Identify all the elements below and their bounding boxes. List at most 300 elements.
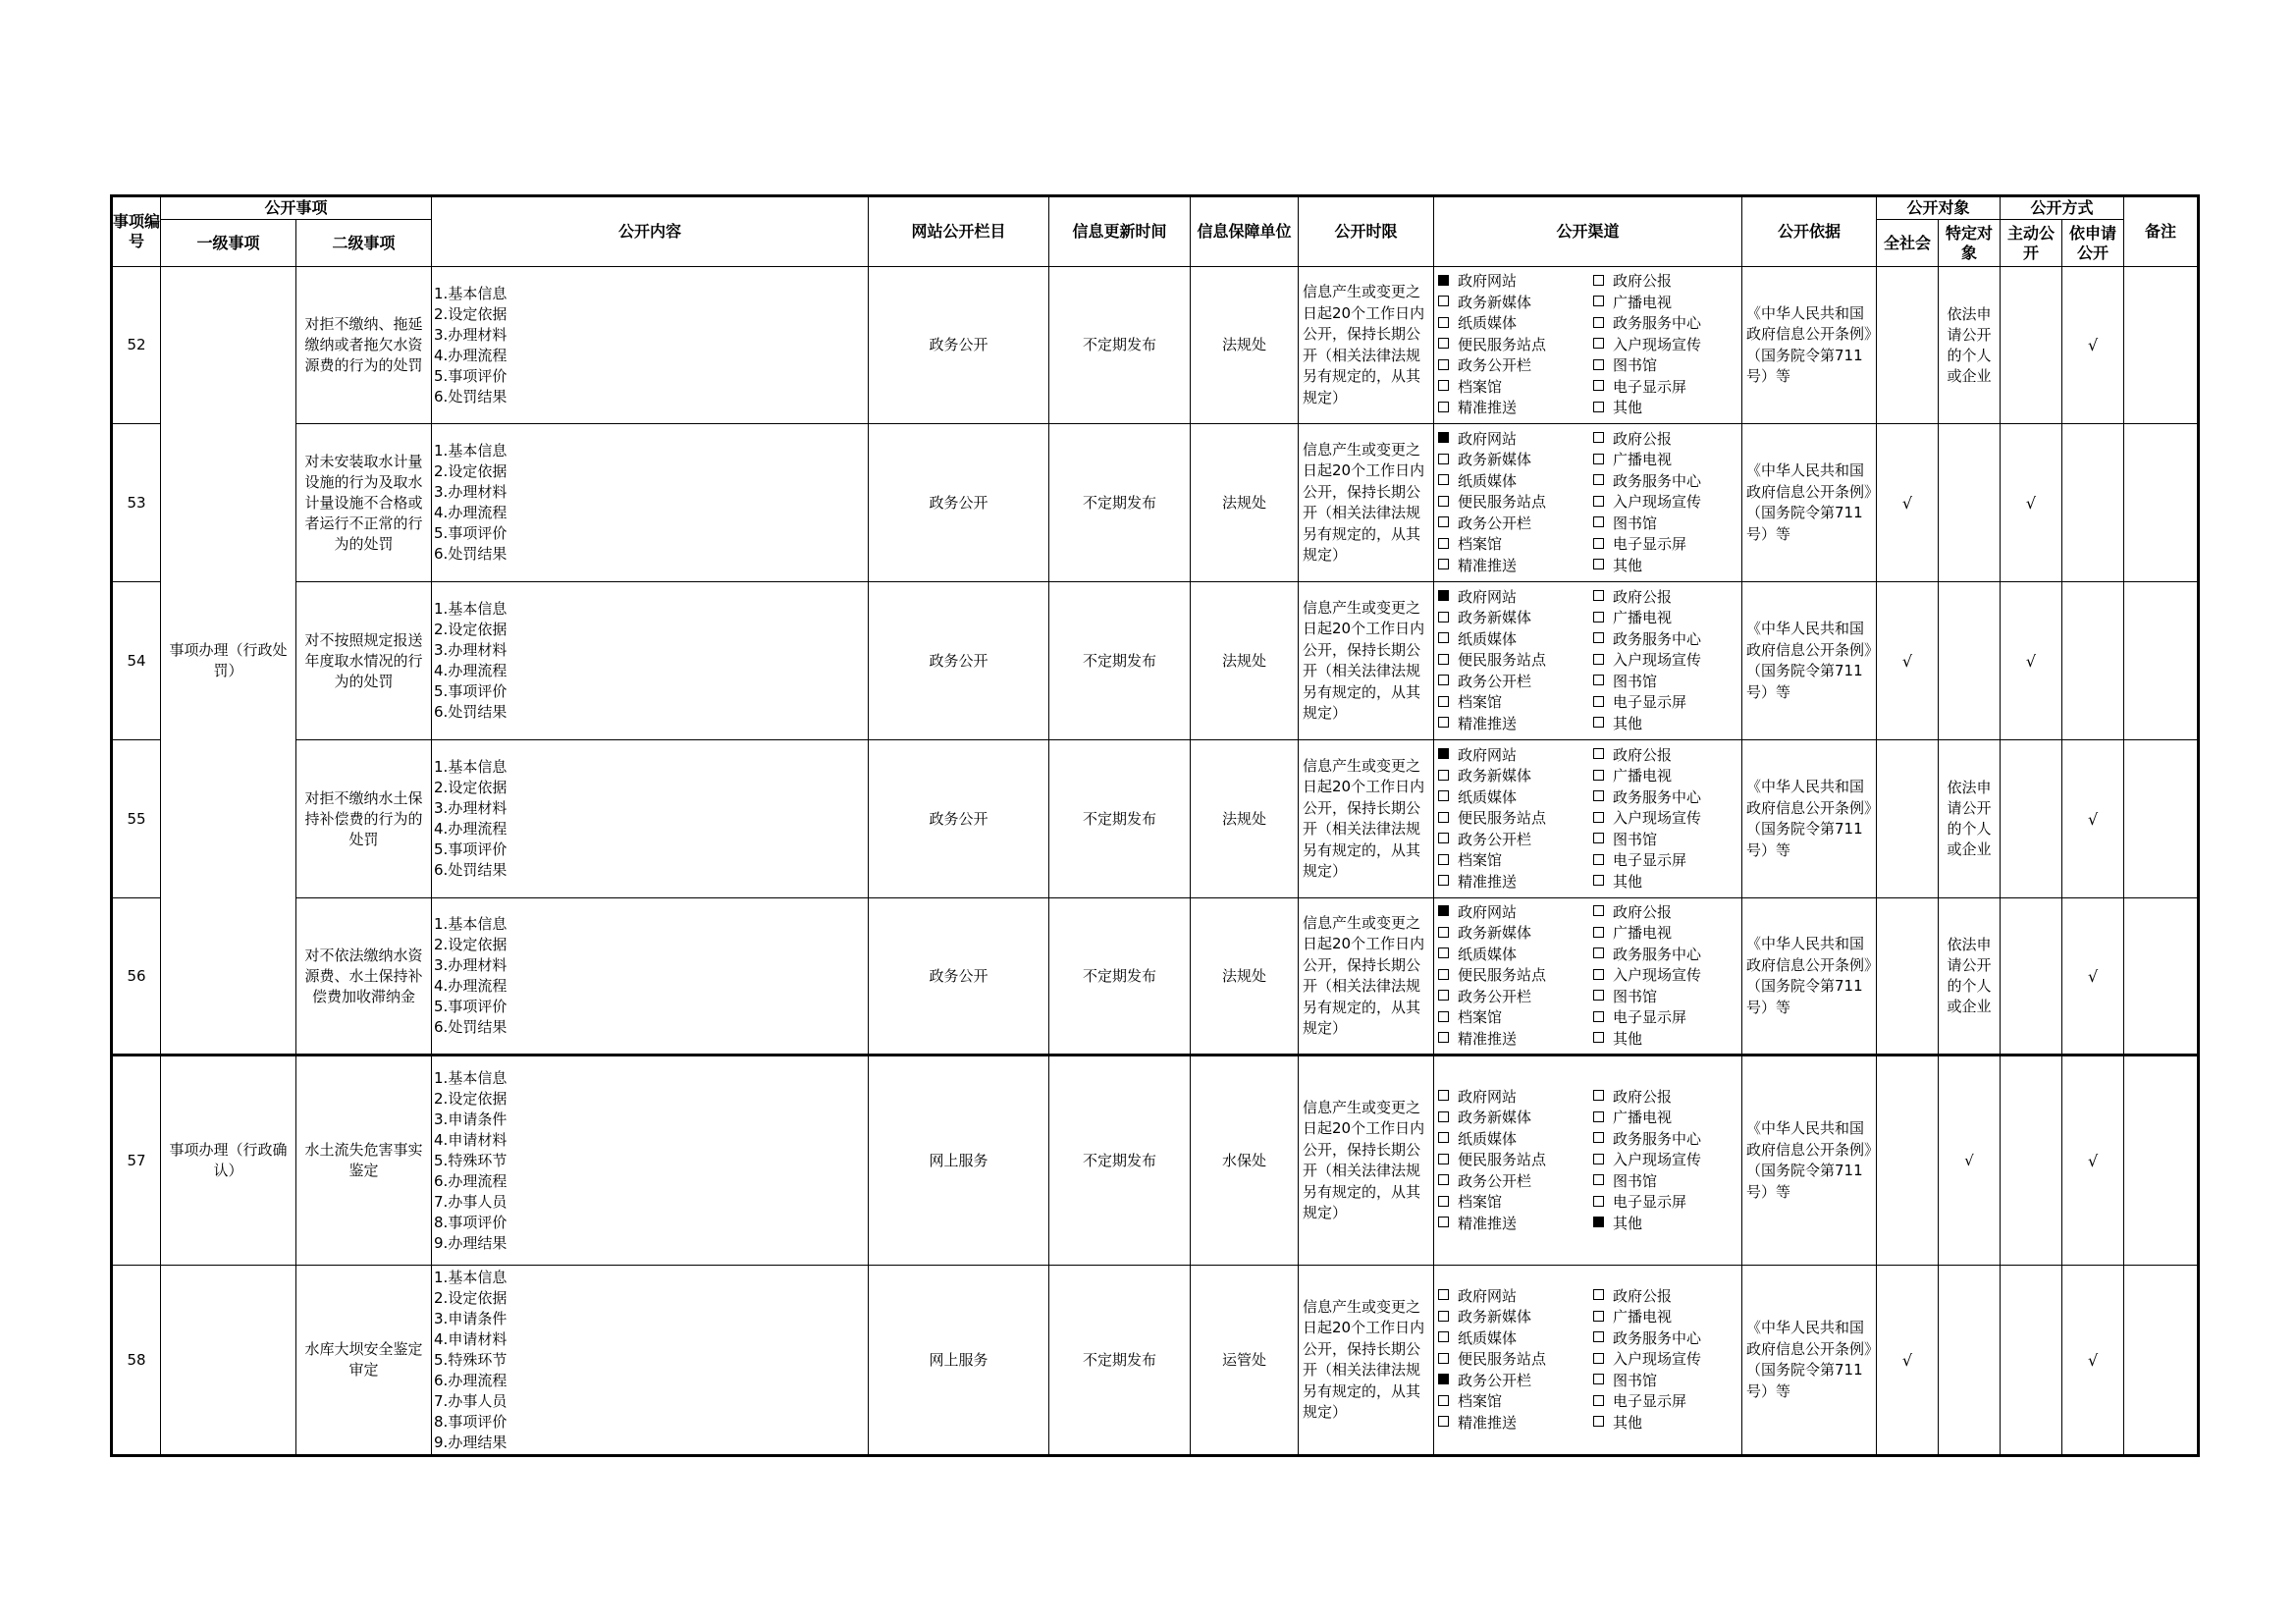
- channel-option-label: 纸质媒体: [1458, 1129, 1518, 1148]
- content-list-item: 5.事项评价: [434, 366, 507, 385]
- specific-target-cell: 依法申请公开的个人或企业: [1939, 740, 2001, 898]
- content-list-item: 5.特殊环节: [434, 1350, 507, 1369]
- unchecked-box-icon: [1438, 1111, 1449, 1122]
- unchecked-box-icon: [1593, 854, 1604, 865]
- channel-option-label: 入户现场宣传: [1613, 809, 1702, 828]
- level2-item-cell: 水库大坝安全鉴定审定: [296, 1266, 432, 1456]
- basis-cell: 《中华人民共和国政府信息公开条例》（国务院令第711号）等: [1742, 267, 1877, 424]
- channel-option-label: 图书馆: [1613, 514, 1658, 532]
- update-time-cell: 不定期发布: [1049, 1266, 1191, 1456]
- on-request-cell: √: [2062, 1056, 2124, 1266]
- content-list-item: 5.事项评价: [434, 840, 507, 858]
- basis-cell: 《中华人民共和国政府信息公开条例》（国务院令第711号）等: [1742, 740, 1877, 898]
- header-item-no: 事项编号: [112, 196, 161, 267]
- unchecked-box-icon: [1438, 675, 1449, 685]
- on-request-cell: √: [2062, 1266, 2124, 1456]
- active-disclosure-cell: √: [2001, 424, 2062, 582]
- channel-option: [1438, 271, 1593, 293]
- time-limit-cell: 信息产生或变更之日起20个工作日内公开，保持长期公开（相关法律法规另有规定的，从其规定）: [1299, 267, 1434, 424]
- channel-option-label: 便民服务站点: [1458, 1151, 1547, 1169]
- channel-option: [1438, 587, 1593, 609]
- content-list-item: 6.处罚结果: [434, 387, 507, 406]
- channel-option: [1593, 1413, 1741, 1435]
- channel-option-label: 政府网站: [1458, 429, 1518, 448]
- channel-option: [1593, 1087, 1741, 1109]
- content-list-item: 2.设定依据: [434, 304, 507, 323]
- channel-option: [1438, 1171, 1593, 1193]
- responsible-unit-cell: 法规处: [1191, 424, 1299, 582]
- content-list-item: 9.办理结果: [434, 1433, 507, 1451]
- unchecked-box-icon: [1438, 1416, 1449, 1427]
- content-list-item: 1.基本信息: [434, 1268, 507, 1286]
- channel-option-label: 入户现场宣传: [1613, 1151, 1702, 1169]
- responsible-unit-cell: 法规处: [1191, 740, 1299, 898]
- unchecked-box-icon: [1438, 927, 1449, 938]
- responsible-unit-cell: 法规处: [1191, 582, 1299, 740]
- content-list-item: 3.办理材料: [434, 325, 507, 344]
- unchecked-box-icon: [1593, 717, 1604, 728]
- unchecked-box-icon: [1593, 474, 1604, 485]
- channel-option-label: 政务新媒体: [1458, 767, 1532, 785]
- unchecked-box-icon: [1438, 559, 1449, 569]
- channel-option: [1438, 1007, 1593, 1029]
- content-list-cell: [432, 898, 869, 1056]
- channel-option-label: 政务服务中心: [1613, 314, 1702, 333]
- header-channel: 公开渠道: [1434, 196, 1742, 267]
- remark-cell: [2124, 740, 2199, 898]
- channel-option-label: 精准推送: [1458, 556, 1518, 574]
- unchecked-box-icon: [1593, 969, 1604, 980]
- channel-option: [1593, 556, 1741, 577]
- header-responsible-unit: 信息保障单位: [1191, 196, 1299, 267]
- unchecked-box-icon: [1593, 317, 1604, 328]
- content-list-item: 3.办理材料: [434, 956, 507, 974]
- channel-grid: [1438, 902, 1741, 1051]
- channel-option-label: 图书馆: [1613, 987, 1658, 1005]
- unchecked-box-icon: [1438, 947, 1449, 958]
- unchecked-box-icon: [1438, 1154, 1449, 1164]
- channel-option: [1593, 1391, 1741, 1413]
- channel-option-label: 便民服务站点: [1458, 493, 1547, 512]
- channel-option-label: 政府网站: [1458, 272, 1518, 291]
- content-list-cell: [432, 740, 869, 898]
- channel-cell: [1434, 267, 1742, 424]
- channel-option-label: 其他: [1613, 1214, 1643, 1232]
- unchecked-box-icon: [1593, 990, 1604, 1001]
- channel-option-label: 档案馆: [1458, 1193, 1503, 1212]
- unchecked-box-icon: [1593, 590, 1604, 601]
- channel-option-label: 政府网站: [1458, 1286, 1518, 1305]
- channel-option-label: 政府网站: [1458, 1087, 1518, 1106]
- channel-option-label: 图书馆: [1613, 672, 1658, 690]
- channel-grid: [1438, 745, 1741, 893]
- responsible-unit-cell: 法规处: [1191, 267, 1299, 424]
- header-level2: 二级事项: [296, 220, 432, 267]
- channel-option: [1438, 1192, 1593, 1214]
- unchecked-box-icon: [1593, 516, 1604, 527]
- channel-option-label: 精准推送: [1458, 1029, 1518, 1048]
- channel-option: [1438, 850, 1593, 872]
- unchecked-box-icon: [1593, 1032, 1604, 1043]
- channel-option: [1593, 1328, 1741, 1350]
- channel-option: [1438, 1391, 1593, 1413]
- content-list-item: 3.办理材料: [434, 483, 507, 501]
- unchecked-box-icon: [1593, 632, 1604, 643]
- channel-option: [1438, 377, 1593, 399]
- channel-option-label: 纸质媒体: [1458, 629, 1518, 648]
- checked-box-icon: [1438, 1374, 1449, 1384]
- channel-option-label: 政务服务中心: [1613, 471, 1702, 490]
- unchecked-box-icon: [1593, 654, 1604, 665]
- channel-option: [1438, 355, 1593, 377]
- item-number-cell: 53: [112, 424, 161, 582]
- channel-option-label: 电子显示屏: [1613, 535, 1687, 554]
- channel-option: [1593, 398, 1741, 419]
- content-list-item: 4.申请材料: [434, 1329, 507, 1348]
- content-list-item: 3.办理材料: [434, 641, 507, 659]
- channel-option: [1593, 293, 1741, 314]
- channel-option-label: 政府公报: [1613, 745, 1673, 764]
- content-list-item: 1.基本信息: [434, 758, 507, 776]
- channel-option: [1438, 293, 1593, 314]
- specific-target-cell: 依法申请公开的个人或企业: [1939, 267, 2001, 424]
- channel-option-label: 政府公报: [1613, 272, 1673, 291]
- unchecked-box-icon: [1593, 1331, 1604, 1342]
- channel-option-label: 政务公开栏: [1458, 672, 1532, 690]
- content-list-item: 4.办理流程: [434, 662, 507, 679]
- table-row: [112, 582, 2199, 740]
- channel-option-label: 政务新媒体: [1458, 1109, 1532, 1127]
- basis-cell: 《中华人民共和国政府信息公开条例》（国务院令第711号）等: [1742, 898, 1877, 1056]
- content-list-item: 6.处罚结果: [434, 1018, 507, 1036]
- level1-group-cell: 事项办理（行政处罚）: [161, 267, 296, 1056]
- channel-option-label: 档案馆: [1458, 377, 1503, 396]
- item-number-cell: 55: [112, 740, 161, 898]
- unchecked-box-icon: [1438, 1331, 1449, 1342]
- channel-option: [1438, 766, 1593, 787]
- responsible-unit-cell: 运管处: [1191, 1266, 1299, 1456]
- basis-cell: 《中华人民共和国政府信息公开条例》（国务院令第711号）等: [1742, 582, 1877, 740]
- channel-option: [1438, 945, 1593, 966]
- channel-option: [1593, 1214, 1741, 1235]
- unchecked-box-icon: [1593, 275, 1604, 286]
- channel-option-label: 政务新媒体: [1458, 451, 1532, 469]
- channel-option: [1593, 313, 1741, 335]
- content-list-cell: [432, 424, 869, 582]
- time-limit-cell: 信息产生或变更之日起20个工作日内公开，保持长期公开（相关法律法规另有规定的，从其规定）: [1299, 582, 1434, 740]
- channel-option: [1438, 692, 1593, 714]
- channel-option-label: 政府公报: [1613, 1087, 1673, 1106]
- channel-option-label: 政府网站: [1458, 902, 1518, 921]
- header-method-group: 公开方式: [2001, 196, 2124, 220]
- basis-cell: 《中华人民共和国政府信息公开条例》（国务院令第711号）等: [1742, 1266, 1877, 1456]
- channel-option: [1593, 355, 1741, 377]
- channel-option: [1593, 377, 1741, 399]
- update-time-cell: 不定期发布: [1049, 267, 1191, 424]
- channel-option: [1593, 429, 1741, 451]
- channel-option-label: 便民服务站点: [1458, 1350, 1547, 1369]
- unchecked-box-icon: [1438, 474, 1449, 485]
- content-list-cell: [432, 1266, 869, 1456]
- content-list-cell: [432, 1056, 869, 1266]
- all-society-cell: [1877, 267, 1939, 424]
- channel-option-label: 便民服务站点: [1458, 809, 1547, 828]
- channel-option-label: 入户现场宣传: [1613, 335, 1702, 353]
- channel-grid: [1438, 271, 1741, 419]
- channel-option: [1438, 787, 1593, 809]
- channel-option-label: 档案馆: [1458, 1008, 1503, 1027]
- all-society-cell: [1877, 1056, 1939, 1266]
- unchecked-box-icon: [1438, 770, 1449, 781]
- remark-cell: [2124, 424, 2199, 582]
- unchecked-box-icon: [1593, 1196, 1604, 1207]
- channel-option-label: 档案馆: [1458, 851, 1503, 870]
- table-body: [112, 267, 2199, 1456]
- content-list-item: 7.办事人员: [434, 1192, 507, 1211]
- channel-option: [1438, 450, 1593, 471]
- unchecked-box-icon: [1593, 359, 1604, 370]
- channel-option: [1593, 987, 1741, 1008]
- unchecked-box-icon: [1593, 947, 1604, 958]
- channel-option-label: 政务公开栏: [1458, 1171, 1532, 1190]
- channel-option: [1438, 1286, 1593, 1308]
- unchecked-box-icon: [1438, 1395, 1449, 1406]
- channel-option: [1593, 672, 1741, 693]
- item-number-cell: 52: [112, 267, 161, 424]
- unchecked-box-icon: [1593, 1311, 1604, 1322]
- website-column-cell: 政务公开: [869, 582, 1049, 740]
- channel-option-label: 精准推送: [1458, 1214, 1518, 1232]
- channel-option: [1593, 629, 1741, 651]
- content-list-item: 3.申请条件: [434, 1110, 507, 1128]
- unchecked-box-icon: [1593, 1090, 1604, 1101]
- channel-option: [1438, 556, 1593, 577]
- channel-option: [1438, 398, 1593, 419]
- channel-option-label: 政务服务中心: [1613, 945, 1702, 963]
- unchecked-box-icon: [1438, 632, 1449, 643]
- channel-grid: [1438, 429, 1741, 577]
- content-list-item: 2.设定依据: [434, 621, 507, 638]
- unchecked-box-icon: [1593, 905, 1604, 916]
- unchecked-box-icon: [1438, 538, 1449, 549]
- channel-option: [1438, 1328, 1593, 1350]
- channel-option-label: 精准推送: [1458, 399, 1518, 417]
- unchecked-box-icon: [1593, 1416, 1604, 1427]
- channel-option: [1593, 850, 1741, 872]
- unchecked-box-icon: [1438, 1311, 1449, 1322]
- content-list-item: 5.事项评价: [434, 682, 507, 700]
- content-list-item: 4.申请材料: [434, 1130, 507, 1149]
- update-time-cell: 不定期发布: [1049, 424, 1191, 582]
- channel-option-label: 广播电视: [1613, 767, 1673, 785]
- channel-option: [1438, 1108, 1593, 1129]
- unchecked-box-icon: [1593, 927, 1604, 938]
- channel-cell: [1434, 1266, 1742, 1456]
- all-society-cell: √: [1877, 424, 1939, 582]
- channel-option: [1593, 872, 1741, 893]
- unchecked-box-icon: [1438, 969, 1449, 980]
- channel-option: [1438, 672, 1593, 693]
- time-limit-cell: 信息产生或变更之日起20个工作日内公开，保持长期公开（相关法律法规另有规定的，从其规定）: [1299, 740, 1434, 898]
- channel-option: [1438, 872, 1593, 893]
- content-list-item: 4.办理流程: [434, 977, 507, 995]
- channel-grid: [1438, 587, 1741, 735]
- channel-option: [1593, 1029, 1741, 1051]
- channel-option: [1438, 1150, 1593, 1171]
- unchecked-box-icon: [1593, 1395, 1604, 1406]
- channel-option: [1438, 1029, 1593, 1051]
- channel-option: [1593, 335, 1741, 356]
- channel-option-label: 政务服务中心: [1613, 629, 1702, 648]
- specific-target-cell: [1939, 424, 2001, 582]
- website-column-cell: 网上服务: [869, 1266, 1049, 1456]
- channel-option-label: 广播电视: [1613, 293, 1673, 311]
- channel-option-label: 档案馆: [1458, 1392, 1503, 1411]
- channel-option: [1593, 830, 1741, 851]
- channel-option-label: 政务公开栏: [1458, 1371, 1532, 1389]
- channel-option: [1438, 608, 1593, 629]
- level2-item-cell: 对不按照规定报送年度取水情况的行为的处罚: [296, 582, 432, 740]
- content-list-item: 3.办理材料: [434, 799, 507, 817]
- channel-option-label: 其他: [1613, 872, 1643, 891]
- channel-option: [1593, 450, 1741, 471]
- unchecked-box-icon: [1438, 790, 1449, 801]
- content-list-item: 4.办理流程: [434, 504, 507, 521]
- remark-cell: [2124, 267, 2199, 424]
- channel-option-label: 便民服务站点: [1458, 651, 1547, 670]
- content-list-cell: [432, 267, 869, 424]
- channel-option-label: 精准推送: [1458, 872, 1518, 891]
- channel-option-label: 政府公报: [1613, 902, 1673, 921]
- on-request-cell: [2062, 582, 2124, 740]
- content-list-item: 7.办事人员: [434, 1391, 507, 1410]
- checked-box-icon: [1438, 748, 1449, 759]
- channel-option-label: 入户现场宣传: [1613, 493, 1702, 512]
- channel-option-label: 纸质媒体: [1458, 787, 1518, 806]
- unchecked-box-icon: [1438, 1353, 1449, 1364]
- unchecked-box-icon: [1438, 654, 1449, 665]
- content-list-item: 1.基本信息: [434, 284, 507, 302]
- table-row: [112, 740, 2199, 898]
- channel-option: [1438, 1413, 1593, 1435]
- channel-grid: [1438, 1087, 1741, 1235]
- channel-option-label: 政府网站: [1458, 587, 1518, 606]
- channel-option: [1438, 335, 1593, 356]
- channel-option-label: 广播电视: [1613, 1308, 1673, 1326]
- channel-option-label: 政务公开栏: [1458, 356, 1532, 375]
- channel-cell: [1434, 1056, 1742, 1266]
- remark-cell: [2124, 1056, 2199, 1266]
- header-all-society: 全社会: [1877, 220, 1939, 267]
- specific-target-cell: √: [1939, 1056, 2001, 1266]
- unchecked-box-icon: [1438, 1217, 1449, 1227]
- channel-option-label: 广播电视: [1613, 609, 1673, 627]
- time-limit-cell: 信息产生或变更之日起20个工作日内公开，保持长期公开（相关法律法规另有规定的，从其规定）: [1299, 424, 1434, 582]
- content-list-item: 5.事项评价: [434, 524, 507, 542]
- channel-option: [1593, 787, 1741, 809]
- channel-option: [1438, 965, 1593, 987]
- unchecked-box-icon: [1438, 612, 1449, 623]
- channel-option: [1593, 587, 1741, 609]
- channel-option-label: 政府公报: [1613, 429, 1673, 448]
- website-column-cell: 网上服务: [869, 1056, 1049, 1266]
- unchecked-box-icon: [1593, 790, 1604, 801]
- remark-cell: [2124, 582, 2199, 740]
- channel-option: [1438, 471, 1593, 493]
- website-column-cell: 政务公开: [869, 424, 1049, 582]
- channel-option: [1593, 1307, 1741, 1328]
- unchecked-box-icon: [1438, 1132, 1449, 1143]
- unchecked-box-icon: [1438, 296, 1449, 306]
- channel-option-label: 政务服务中心: [1613, 1129, 1702, 1148]
- content-list-item: 6.办理流程: [434, 1171, 507, 1190]
- checked-box-icon: [1438, 432, 1449, 443]
- responsible-unit-cell: 水保处: [1191, 1056, 1299, 1266]
- on-request-cell: √: [2062, 267, 2124, 424]
- channel-option: [1593, 271, 1741, 293]
- header-public-items: 公开事项: [161, 196, 432, 220]
- responsible-unit-cell: 法规处: [1191, 898, 1299, 1056]
- unchecked-box-icon: [1593, 675, 1604, 685]
- content-list-item: 3.申请条件: [434, 1309, 507, 1327]
- checked-box-icon: [1438, 905, 1449, 916]
- channel-option-label: 广播电视: [1613, 451, 1673, 469]
- unchecked-box-icon: [1438, 516, 1449, 527]
- channel-option-label: 其他: [1613, 399, 1643, 417]
- channel-option-label: 纸质媒体: [1458, 471, 1518, 490]
- channel-option-label: 政务新媒体: [1458, 924, 1532, 943]
- channel-option: [1593, 1150, 1741, 1171]
- channel-option: [1438, 313, 1593, 335]
- content-list-item: 1.基本信息: [434, 442, 507, 460]
- table-row: [112, 1056, 2199, 1266]
- remark-cell: [2124, 1266, 2199, 1456]
- content-list-item: 1.基本信息: [434, 600, 507, 618]
- channel-option-label: 其他: [1613, 1029, 1643, 1048]
- channel-option: [1593, 608, 1741, 629]
- channel-option-label: 便民服务站点: [1458, 966, 1547, 985]
- channel-option: [1593, 1349, 1741, 1371]
- channel-option: [1593, 650, 1741, 672]
- header-website-column: 网站公开栏目: [869, 196, 1049, 267]
- channel-option-label: 政务新媒体: [1458, 1308, 1532, 1326]
- specific-target-cell: [1939, 1266, 2001, 1456]
- specific-target-cell: 依法申请公开的个人或企业: [1939, 898, 2001, 1056]
- channel-option: [1438, 1129, 1593, 1151]
- unchecked-box-icon: [1593, 1353, 1604, 1364]
- content-list-item: 2.设定依据: [434, 779, 507, 796]
- content-list-item: 2.设定依据: [434, 462, 507, 480]
- channel-option: [1593, 965, 1741, 987]
- unchecked-box-icon: [1438, 1289, 1449, 1300]
- header-target-group: 公开对象: [1877, 196, 2001, 220]
- channel-option-label: 政务服务中心: [1613, 1328, 1702, 1347]
- unchecked-box-icon: [1593, 338, 1604, 349]
- table-row: [112, 898, 2199, 1056]
- table-row: [112, 1266, 2199, 1456]
- unchecked-box-icon: [1438, 812, 1449, 823]
- content-list-item: 8.事项评价: [434, 1213, 507, 1231]
- unchecked-box-icon: [1593, 1174, 1604, 1185]
- all-society-cell: [1877, 898, 1939, 1056]
- channel-option-label: 其他: [1613, 714, 1643, 732]
- channel-option-label: 政府公报: [1613, 1286, 1673, 1305]
- unchecked-box-icon: [1593, 496, 1604, 507]
- channel-option-label: 政务新媒体: [1458, 293, 1532, 311]
- unchecked-box-icon: [1438, 854, 1449, 865]
- time-limit-cell: 信息产生或变更之日起20个工作日内公开，保持长期公开（相关法律法规另有规定的，从其规定）: [1299, 898, 1434, 1056]
- on-request-cell: [2062, 424, 2124, 582]
